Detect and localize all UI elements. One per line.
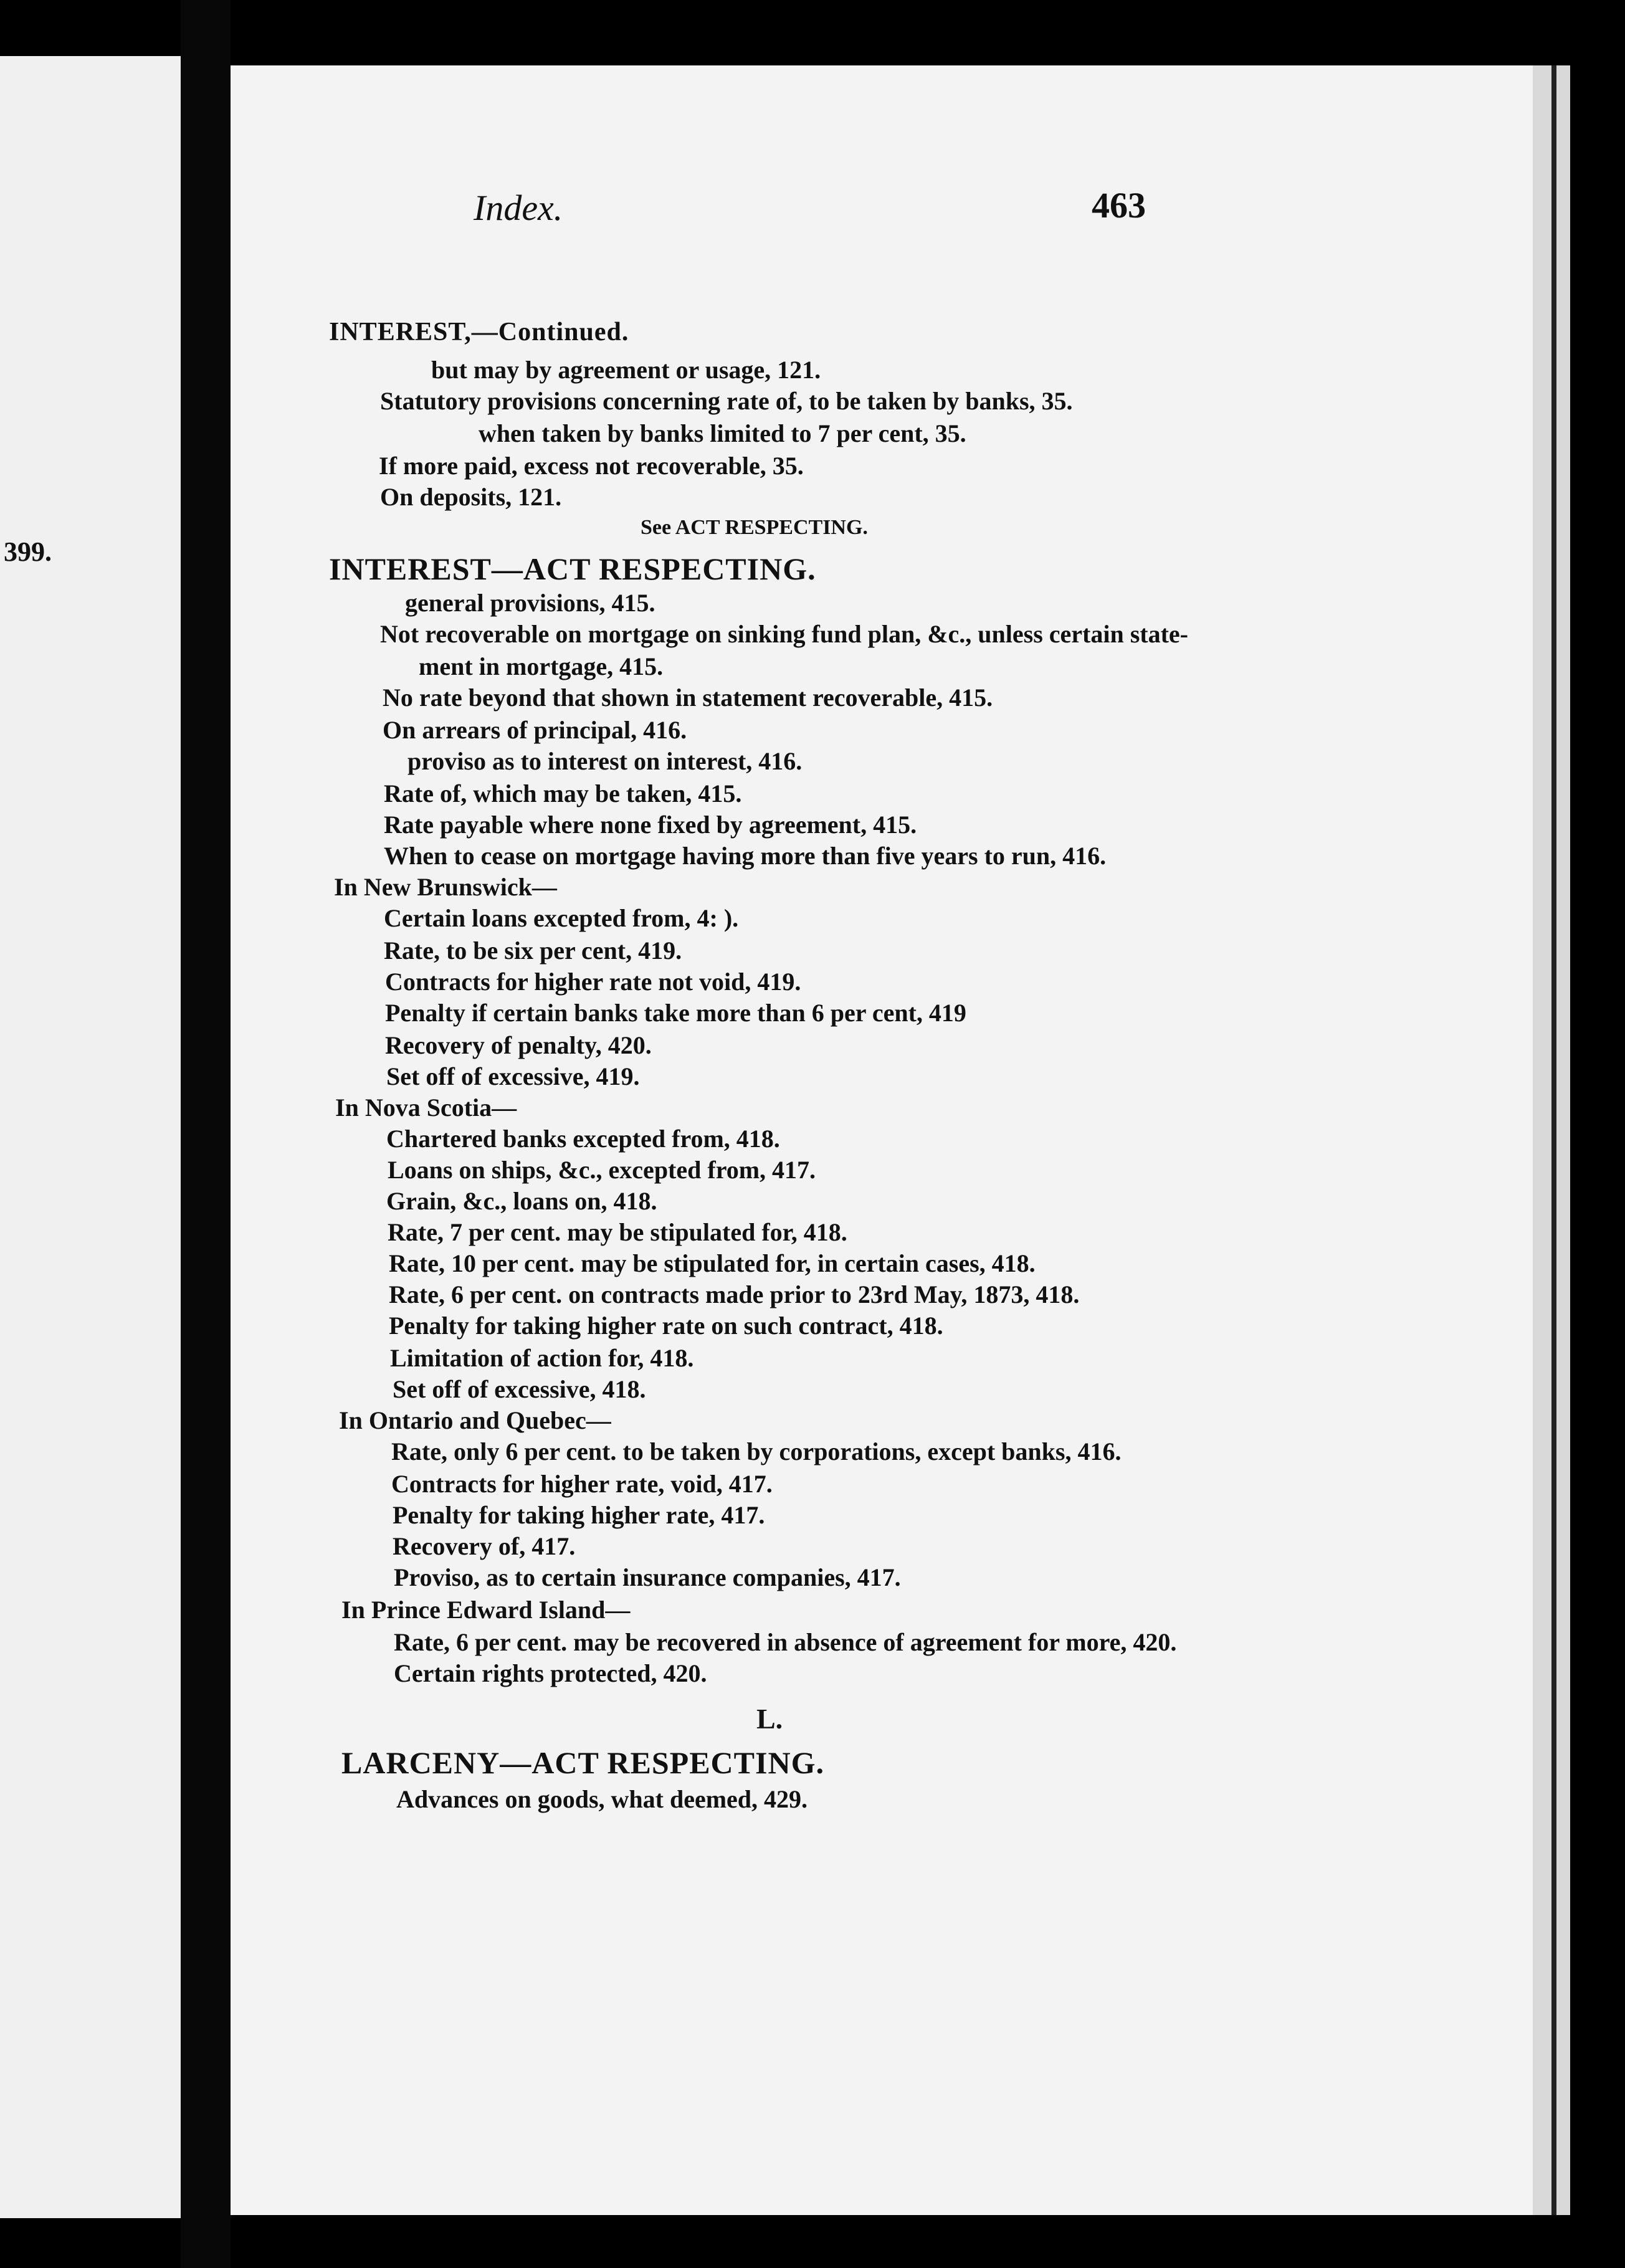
province-heading: In Prince Edward Island— xyxy=(341,1596,631,1624)
entry-line: Certain rights protected, 420. xyxy=(394,1659,707,1687)
entry-line: Set off of excessive, 419. xyxy=(386,1062,640,1090)
entry-line: Certain loans excepted from, 4: ). xyxy=(384,904,739,932)
entry-line: Rate, 6 per cent. may be recovered in absence of agreement for more, 420. xyxy=(394,1628,1177,1656)
entry-line: Limitation of action for, 418. xyxy=(390,1344,694,1372)
entry-line: proviso as to interest on interest, 416. xyxy=(407,747,803,775)
province-heading: In Ontario and Quebec— xyxy=(339,1406,611,1434)
entry-line: Advances on goods, what deemed, 429. xyxy=(396,1785,808,1813)
entry-line: Not recoverable on mortgage on sinking fund plan, &c., unless certain state- xyxy=(380,620,1188,648)
province-heading: In Nova Scotia— xyxy=(335,1094,517,1122)
entry-line: Rate, 10 per cent. may be stipulated for, in certain cases, 418. xyxy=(389,1249,1036,1277)
entry-heading: INTEREST,—Continued. xyxy=(329,318,629,346)
gutter xyxy=(181,0,231,2268)
entry-line: Rate of, which may be taken, 415. xyxy=(384,779,742,808)
section-letter: L. xyxy=(756,1703,783,1735)
entry-heading: INTEREST—ACT RESPECTING. xyxy=(329,551,816,586)
entry-line: ment in mortgage, 415. xyxy=(419,652,664,680)
entry-line: Proviso, as to certain insurance companies, 417. xyxy=(394,1563,901,1591)
left-page-fragment: 399. xyxy=(4,536,52,567)
entry-line: Contracts for higher rate, void, 417. xyxy=(391,1470,773,1498)
left-page xyxy=(0,56,181,2218)
entry-line: Loans on ships, &c., excepted from, 417. xyxy=(388,1156,816,1184)
entry-heading: LARCENY—ACT RESPECTING. xyxy=(341,1745,824,1780)
entry-line: When to cease on mortgage having more than five years to run, 416. xyxy=(384,842,1107,870)
page-edge-shadow xyxy=(1551,65,1556,2215)
entry-line: general provisions, 415. xyxy=(405,589,655,617)
running-title: Index. xyxy=(474,188,563,228)
entry-line: Penalty if certain banks take more than 6 per cent, 419 xyxy=(385,999,966,1027)
entry-line: Recovery of, 417. xyxy=(393,1532,576,1560)
entry-line: Rate, only 6 per cent. to be taken by corporations, except banks, 416. xyxy=(391,1437,1122,1465)
entry-line: but may by agreement or usage, 121. xyxy=(431,356,821,384)
entry-line: Statutory provisions concerning rate of, to be taken by banks, 35. xyxy=(380,387,1073,415)
entry-line: Rate, to be six per cent, 419. xyxy=(384,936,682,965)
entry-line: No rate beyond that shown in statement recoverable, 415. xyxy=(383,684,993,712)
entry-line: Penalty for taking higher rate on such contract, 418. xyxy=(389,1312,943,1340)
entry-line: Grain, &c., loans on, 418. xyxy=(386,1187,657,1215)
entry-line: when taken by banks limited to 7 per cent, 35. xyxy=(479,419,966,447)
entry-line: Recovery of penalty, 420. xyxy=(385,1031,652,1059)
entry-line: Penalty for taking higher rate, 417. xyxy=(393,1501,765,1529)
entry-line: Rate, 7 per cent. may be stipulated for, 418. xyxy=(388,1218,847,1246)
entry-line: On deposits, 121. xyxy=(380,483,562,511)
entry-line: If more paid, excess not recoverable, 35. xyxy=(379,452,804,480)
entry-line: Set off of excessive, 418. xyxy=(393,1375,646,1403)
entry-line: Rate, 6 per cent. on contracts made prior to 23rd May, 1873, 418. xyxy=(389,1280,1080,1308)
province-heading: In New Brunswick— xyxy=(334,873,557,901)
page-number: 463 xyxy=(1092,185,1146,226)
cross-reference: See ACT RESPECTING. xyxy=(641,516,868,539)
entry-line: On arrears of principal, 416. xyxy=(383,716,687,744)
entry-line: Contracts for higher rate not void, 419. xyxy=(385,968,801,996)
entry-line: Rate payable where none fixed by agreement, 415. xyxy=(384,811,917,839)
entry-line: Chartered banks excepted from, 418. xyxy=(386,1125,780,1153)
